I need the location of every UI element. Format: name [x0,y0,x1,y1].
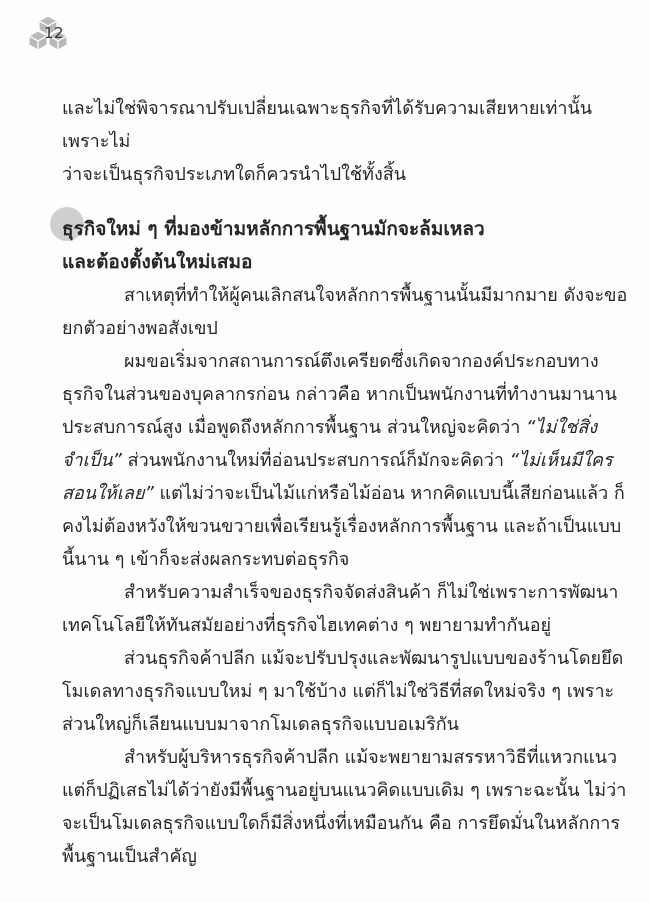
paragraph-2-part-1: ผมขอเริ่มจากสถานการณ์ตึงเครียดซึ่งเกิดจากองค์ประกอบทางธุรกิจในส่วนของบุคลากรก่อน กล่าวคือ หากเป็นพนักงานที่ทำงานมานาน ประสบการณ์สูง เมื่อพูดถึงหลักการพื้นฐาน ส่วนใหญ่จะคิดว่า [62,351,617,438]
page-content [62,92,632,873]
intro-line-2: ว่าจะเป็นธุรกิจประเภทใดก็ควรนำไปใช้ทั้งสิ้น [62,164,407,185]
paragraph-2-part-2: ส่วนพนักงานใหม่ที่อ่อนประสบการณ์ก็มักจะคิดว่า [121,450,510,471]
intro-line-1: และไม่ใช่พิจารณาปรับเปลี่ยนเฉพาะธุรกิจที่ได้รับความเสียหายเท่านั้น เพราะไม่ [62,98,593,152]
quote-no-one-taught: “ไม่เห็นมีใครสอนให้เลย” [62,450,613,504]
paragraph-3: สำหรับความสำเร็จของธุรกิจจัดส่งสินค้า ก็ไม่ใช่เพราะการพัฒนาเทคโนโลยีให้ทันสมัยอย่างที่ธุรกิจไฮเทคต่าง ๆ พยายามทำกันอยู่ [62,582,619,636]
heading-line-2: และต้องตั้งต้นใหม่เสมอ [62,251,253,273]
section-heading [62,213,632,279]
paragraph-5: สำหรับผู้บริหารธุรกิจค้าปลีก แม้จะพยายามสรรหาวิธีที่แหวกแนวแต่ก็ปฏิเสธไม่ได้ว่ายังมีพื้นฐานอยู่บนแนวคิดแบบเดิม ๆ เพราะฉะนั้น ไม่ว่าจะเป็นโมเดลธุรกิจแบบใดก็มีสิ่งหนึ่งที่เหมือนกัน คือ การยึดมั่นในหลักการพื้นฐานเป็นสำคัญ [62,747,627,867]
quote-not-necessary: “ไม่ใช่สิ่งจำเป็น” [62,417,598,471]
intro-paragraph [62,92,632,191]
paragraph-2-part-3: แต่ไม่ว่าจะเป็นไม้แก่หรือไม้อ่อน หากคิดแบบนี้เสียก่อนแล้ว ก็คงไม่ต้องหวังให้ขวนขวายเพื่อเรียนรู้เรื่องหลักการพื้นฐาน และถ้าเป็นแบบนี้นาน ๆ เข้าก็จะส่งผลกระทบต่อธุรกิจ [62,483,625,570]
page-number: 12 [44,24,65,42]
heading-line-1: ธุรกิจใหม่ ๆ ที่มองข้ามหลักการพื้นฐานมักจะล้มเหลว [62,218,485,240]
paragraph-4: ส่วนธุรกิจค้าปลีก แม้จะปรับปรุงและพัฒนารูปแบบของร้านโดยยึดโมเดลทางธุรกิจแบบใหม่ ๆ มาใช้บ้าง แต่ก็ไม่ใช่วิธีที่สดใหม่จริง ๆ เพราะส่วนใหญ่ก็เลียนแบบมาจากโมเดลธุรกิจแบบอเมริกัน [62,648,624,735]
paragraph-2 [62,345,632,576]
paragraph-1: สาเหตุที่ทำให้ผู้คนเลิกสนใจหลักการพื้นฐานนั้นมีมากมาย ดังจะขอยกตัวอย่างพอสังเขป [62,285,628,339]
